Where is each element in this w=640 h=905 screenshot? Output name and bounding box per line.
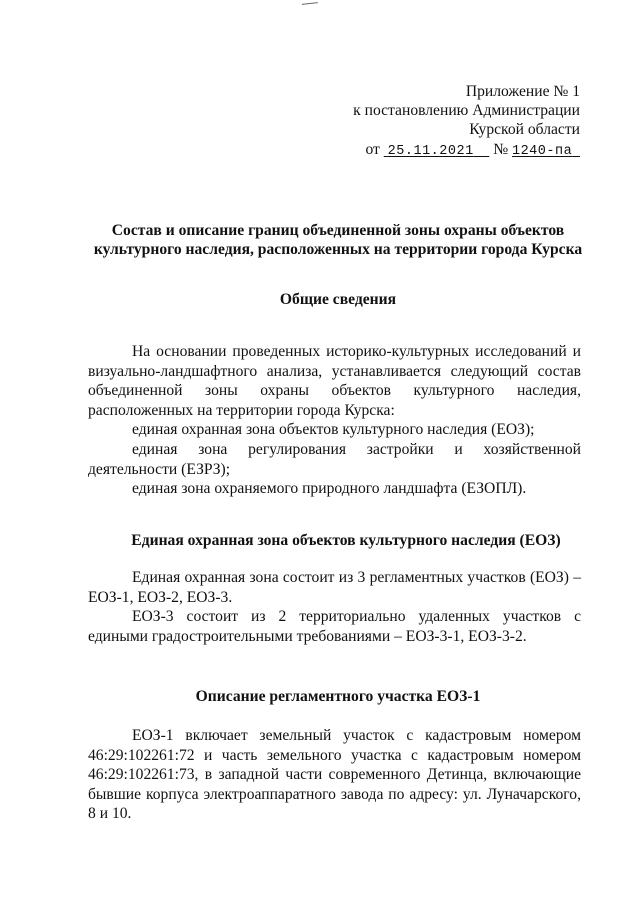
resolution-date: 25.11.2021	[387, 144, 474, 159]
zone-list-item: единая зона регулирования застройки и хозяйственной деятельности (ЕЗРЗ);	[88, 440, 581, 478]
title-line-2: культурного наследия, расположенных на территории города Курска	[93, 241, 583, 258]
date-prefix: от	[365, 141, 380, 158]
appendix-number: Приложение № 1	[465, 83, 580, 100]
number-prefix: №	[493, 141, 509, 158]
zone-list-item: единая зона охраняемого природного ландшафта (ЕЗОПЛ).	[132, 480, 527, 498]
resolution-number: 1240-па	[511, 144, 573, 159]
heading-eoz-1: Описание регламентного участка ЕОЗ-1	[195, 688, 481, 705]
document-title	[88, 221, 588, 259]
eoz-paragraph-2: ЕОЗ-3 состоит из 2 территориально удаленных участков с едиными градостроительными требованиями – ЕОЗ-3-1, ЕОЗ-3-2.	[88, 608, 581, 645]
eoz-body	[88, 568, 581, 646]
title-line-1: Состав и описание границ объединенной зоны охраны объектов	[111, 222, 565, 239]
scan-artifact-mark	[302, 2, 318, 8]
heading-eoz: Единая охранная зона объектов культурного наследия (ЕОЗ)	[131, 532, 561, 549]
heading-general-info: Общие сведения	[279, 291, 397, 308]
eoz-1-body	[88, 726, 581, 824]
eoz-1-paragraph: ЕОЗ-1 включает земельный участок с кадастровым номером 46:29:102261:72 и часть земельного участка с кадастровым номером 46:29:102261:73, в западной части современного Детинца, включающие бывшие корпуса электроаппаратного завода по адресу: ул. Луначарского, 8 и 10.	[88, 727, 581, 823]
appendix-date-number-line	[340, 140, 580, 161]
appendix-region: Курской области	[469, 121, 580, 138]
eoz-paragraph-1: Единая охранная зона состоит из 3 регламентных участков (ЕОЗ) – ЕОЗ-1, ЕОЗ-2, ЕОЗ-3.	[88, 569, 581, 606]
zone-list-item: единая охранная зона объектов культурного наследия (ЕОЗ);	[132, 421, 535, 439]
general-intro-paragraph: На основании проведенных историко-культурных исследований и визуально-ландшафтного анализа, устанавливается следующий состав объединенной зоны охраны объектов культурного наследия, расположенных на территории города Курска:	[88, 343, 581, 419]
appendix-header	[340, 82, 580, 161]
general-info-body	[88, 342, 581, 499]
appendix-resolution-ref: к постановлению Администрации	[353, 102, 580, 119]
